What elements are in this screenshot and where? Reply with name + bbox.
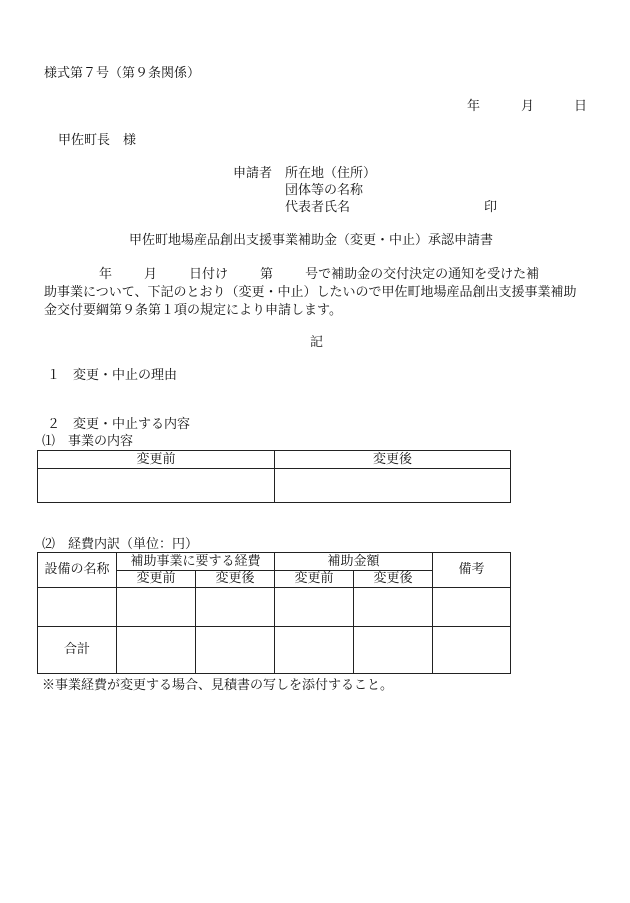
cell-remarks[interactable] xyxy=(433,588,511,627)
section-1-heading: １ 変更・中止の理由 xyxy=(47,368,178,383)
form-number: 様式第７号（第９条関係） xyxy=(44,66,201,81)
table1-cell-after[interactable] xyxy=(275,469,511,503)
body-dated: 日付け xyxy=(189,267,229,282)
total-label: 合計 xyxy=(38,627,117,674)
total-subsidy-after[interactable] xyxy=(354,627,433,674)
body-line2: 助事業について、下記のとおり（変更・中止）したいので甲佐町地場産品創出支援事業補助 xyxy=(44,285,577,300)
body-line3: 金交付要綱第９条第１項の規定により申請します。 xyxy=(44,303,342,318)
body-month: 月 xyxy=(144,267,158,282)
date-day: 日 xyxy=(574,99,588,114)
header-required-cost: 補助事業に要する経費 xyxy=(117,553,275,571)
header-cost-before: 変更前 xyxy=(117,571,196,588)
cell-subsidy-after[interactable] xyxy=(354,588,433,627)
applicant-org-label: 団体等の名称 xyxy=(285,183,364,198)
document-title: 甲佐町地場産品創出支援事業補助金（変更・中止）承認申請書 xyxy=(129,233,494,248)
header-cost-after: 変更後 xyxy=(196,571,275,588)
date-year: 年 xyxy=(467,99,481,114)
content-change-table xyxy=(37,450,511,503)
subsection-2-heading: ⑵ 経費内訳（単位：円） xyxy=(42,537,199,552)
header-subsidy-amount: 補助金額 xyxy=(275,553,433,571)
header-equipment-name: 設備の名称 xyxy=(38,553,117,588)
table1-header-before: 変更前 xyxy=(38,451,275,469)
header-subsidy-before: 変更前 xyxy=(275,571,354,588)
total-remarks[interactable] xyxy=(433,627,511,674)
cell-cost-before[interactable] xyxy=(117,588,196,627)
body-year: 年 xyxy=(99,267,113,282)
addressee: 甲佐町長 様 xyxy=(58,133,137,148)
applicant-rep-label: 代表者氏名 xyxy=(285,200,351,215)
body-paragraph xyxy=(44,266,589,320)
cost-breakdown-table xyxy=(37,552,511,674)
table1-cell-before[interactable] xyxy=(38,469,275,503)
cell-subsidy-before[interactable] xyxy=(275,588,354,627)
header-subsidy-after: 変更後 xyxy=(354,571,433,588)
seal-mark: 印 xyxy=(484,200,498,215)
cell-equipment[interactable] xyxy=(38,588,117,627)
total-subsidy-before[interactable] xyxy=(275,627,354,674)
cell-cost-after[interactable] xyxy=(196,588,275,627)
applicant-address-label: 所在地（住所） xyxy=(285,166,377,181)
body-no-prefix: 第 xyxy=(260,267,274,282)
date-month: 月 xyxy=(521,99,535,114)
section-2-heading: ２ 変更・中止する内容 xyxy=(47,417,191,432)
subsection-1-heading: ⑴ 事業の内容 xyxy=(42,434,134,449)
table1-header-after: 変更後 xyxy=(275,451,511,469)
total-cost-before[interactable] xyxy=(117,627,196,674)
attachment-note: ※事業経費が変更する場合、見積書の写しを添付すること。 xyxy=(42,678,394,693)
header-remarks: 備考 xyxy=(433,553,511,588)
ki-heading: 記 xyxy=(310,335,324,350)
applicant-label: 申請者 xyxy=(233,166,273,181)
body-line1: 号で補助金の交付決定の通知を受けた補 xyxy=(305,267,540,282)
total-cost-after[interactable] xyxy=(196,627,275,674)
